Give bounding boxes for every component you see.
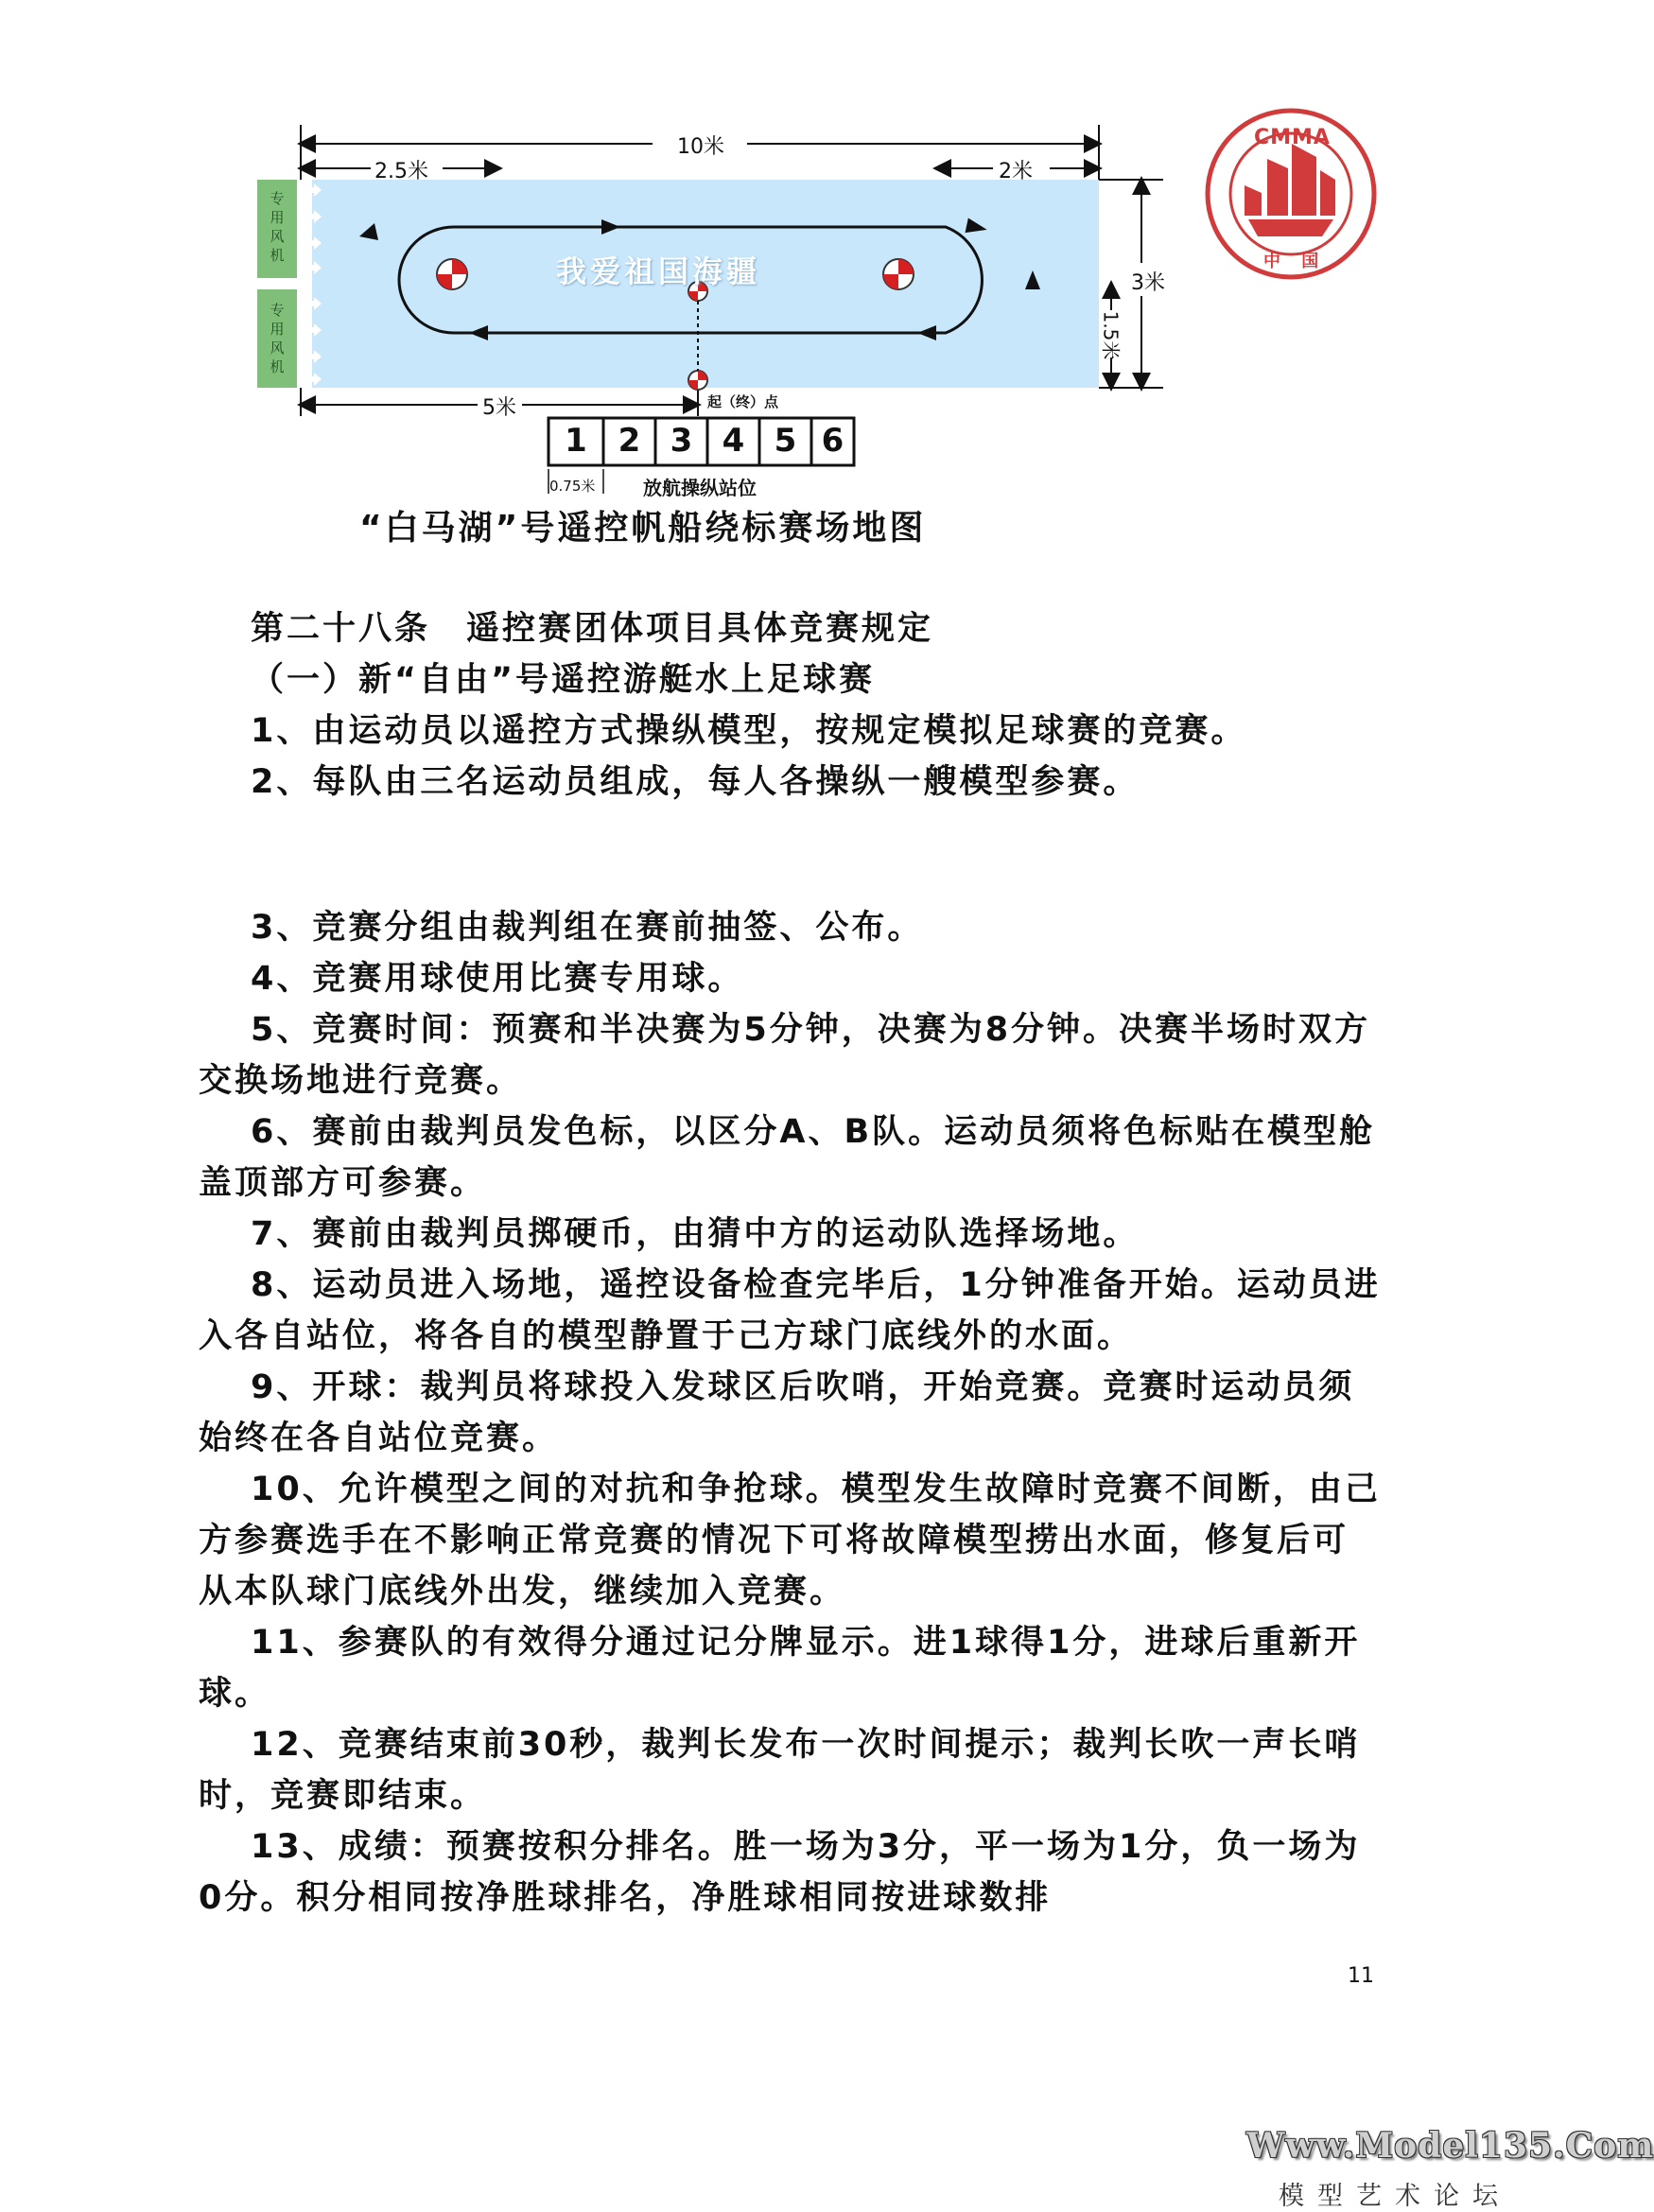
paragraph-4: 4、竞赛用球使用比赛专用球。 [251, 960, 744, 998]
paragraph-2: 2、每队由三名运动员组成，每人各操纵一艘模型参赛。 [251, 763, 1140, 801]
paragraph-12: 12、竞赛结束前30秒，裁判长发布一次时间提示；裁判长吹一声长哨时，竞赛即结束。 [199, 1726, 1361, 1815]
dim-right-label: 2米 [999, 160, 1033, 183]
paragraph-6: 6、赛前由裁判员发色标，以区分A、B队。运动员须将色标贴在模型舱盖顶部方可参赛。 [199, 1113, 1376, 1202]
watermark-subtitle: 模型艺术论坛 [1279, 2182, 1511, 2211]
watermark-url: Www.Model135.Com [1246, 2126, 1654, 2166]
paragraph-9: 9、开球：裁判员将球投入发球区后吹哨，开始竞赛。竞赛时运动员须始终在各自站位竞赛。 [199, 1368, 1355, 1457]
dim-bottom-label: 5米 [482, 396, 516, 420]
station-4: 4 [722, 422, 745, 460]
station-width-label: 0.75米 [549, 478, 596, 495]
dim-height-label: 3米 [1131, 267, 1165, 296]
paragraph-8: 8、运动员进入场地，遥控设备检查完毕后，1分钟准备开始。运动员进入各自站位，将各自的模型静置于己方球门底线外的水面。 [199, 1266, 1381, 1355]
paragraph-5: 5、竞赛时间：预赛和半决赛为5分钟，决赛为8分钟。决赛半场时双方交换场地进行竞赛。 [199, 1011, 1371, 1100]
dim-half-height-label: 1.5米 [1099, 310, 1123, 360]
paragraph-1: 1、由运动员以遥控方式操纵模型，按规定模拟足球赛的竞赛。 [251, 712, 1247, 750]
pool-slogan: 我爱祖国海疆 [556, 253, 761, 289]
diagram-caption: “白马湖”号遥控帆船绕标赛场地图 [359, 509, 927, 548]
station-caption: 放航操纵站位 [643, 477, 757, 499]
paragraph-7: 7、赛前由裁判员掷硬币，由猜中方的运动队选择场地。 [251, 1215, 1140, 1253]
station-5: 5 [774, 422, 797, 460]
dim-left-label: 2.5米 [374, 160, 428, 183]
station-2: 2 [618, 422, 641, 460]
section-heading: （一）新“自由”号遥控游艇水上足球赛 [251, 661, 876, 699]
dim-total-label: 10米 [673, 131, 728, 160]
station-1: 1 [565, 422, 587, 460]
paragraph-11: 11、参赛队的有效得分通过记分牌显示。进1球得1分，进球后重新开球。 [199, 1624, 1361, 1713]
wind-fan-label-2: 专 用 风 机 [270, 302, 285, 375]
paragraph-10: 10、允许模型之间的对抗和争抢球。模型发生故障时竞赛不间断，由己方参赛选手在不影响正常竞赛的情况下可将故障模型捞出水面，修复后可从本队球门底线外出发，继续加入竞赛。 [199, 1471, 1381, 1611]
page-number: 11 [1348, 1964, 1374, 1988]
paragraph-3: 3、竞赛分组由裁判组在赛前抽签、公布。 [251, 909, 924, 947]
wind-fan-label-1: 专 用 风 机 [270, 190, 285, 264]
paragraph-13: 13、成绩：预赛按积分排名。胜一场为3分，平一场为1分，负一场为0分。积分相同按净胜球排名，净胜球相同按进球数排 [199, 1828, 1361, 1917]
logo-bottom-text: 中 国 [1263, 252, 1327, 271]
station-6: 6 [821, 422, 844, 460]
article-heading: 第二十八条 遥控赛团体项目具体竞赛规定 [251, 610, 934, 648]
start-point-label: 起（终）点 [707, 393, 779, 410]
logo-text: CMMA [1254, 126, 1331, 149]
station-3: 3 [670, 422, 693, 460]
